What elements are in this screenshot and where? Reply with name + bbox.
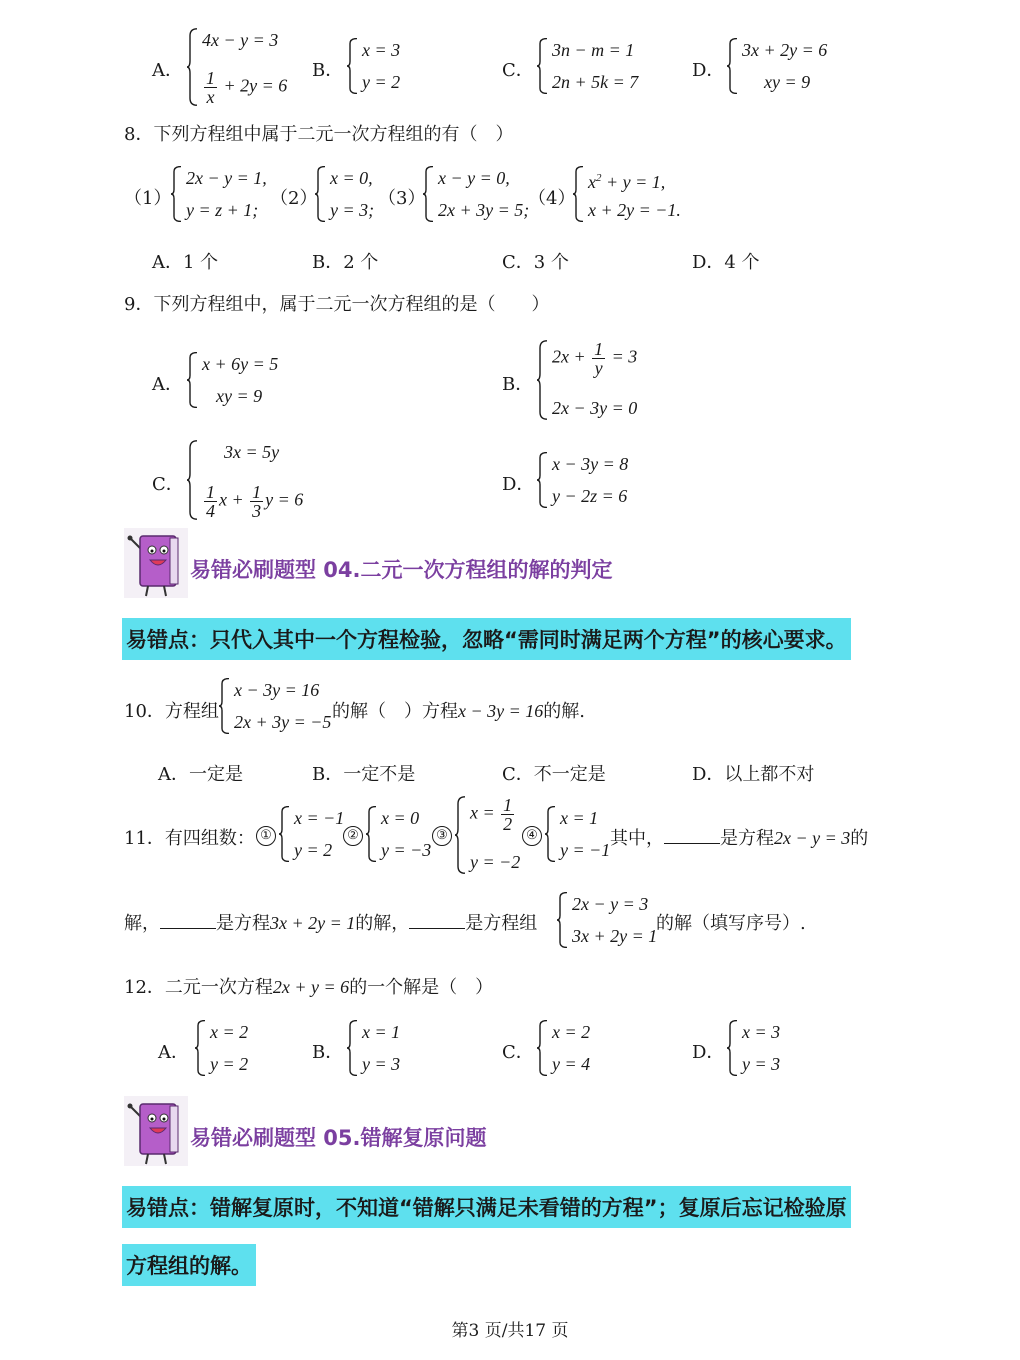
equation: x = 3 [362,40,401,60]
book-mascot-icon [124,528,188,598]
equation-system [536,340,637,420]
equation-system [536,38,638,94]
brace-icon [536,38,548,94]
brace-icon [726,38,738,94]
brace-icon [422,166,434,222]
equation: x + 6y = 5 [202,354,279,374]
equation-system [726,38,827,94]
equation-system [186,28,287,106]
brace-icon [346,1020,358,1076]
option-label: B． [502,374,534,395]
option-c: C．不一定是 [502,764,606,785]
equation-system [186,440,303,520]
equation: y = −2 [470,852,521,872]
equation: $x^2 + y = 1$, [588,172,666,192]
equation: x = 3 [742,1022,781,1042]
section-title: 易错必刷题型 05.错解复原问题 [190,1126,487,1150]
equation: x + 2y = −1. [588,200,681,220]
question-number: 11．有四组数： [124,828,255,849]
option-a: A．1 个 [152,252,219,273]
equation: $\frac{1}{x}$ + 2y = 6 [206,68,288,107]
question-text-end: 的解（填写序号）. [656,913,806,934]
equation: xy = 9 [216,386,263,406]
answer-blank[interactable] [409,912,465,929]
option-label: C． [152,474,184,495]
highlight-note: 易错点：只代入其中一个方程检验，忽略“需同时满足两个方程”的核心要求。 [122,618,851,660]
equation: y = z + 1; [186,200,259,220]
option-b: B．2 个 [312,252,379,273]
equation: 2x + 3y = −5 [234,712,332,732]
equation: x − 3y = 16 [234,680,320,700]
equation: x = $\frac{1}{2}$ [470,795,513,834]
brace-icon [454,796,466,874]
equation: 3x + 2y = 6 [742,40,828,60]
brace-icon [536,1020,548,1076]
equation: 4x − y = 3 [202,30,279,50]
equation-system [556,892,657,948]
question-text: 其中， 是方程2x − y = 3的 [610,828,869,849]
equation: x = 1 [362,1022,401,1042]
brace-icon [170,166,182,222]
equation: y − 2z = 6 [552,486,628,506]
equation-system [346,38,400,94]
equation: x = 1 [560,808,599,828]
question-stem: 12．二元一次方程2x + y = 6的一个解是（ ） [124,977,494,998]
brace-icon [365,806,377,862]
equation-system [194,1020,248,1076]
equation: y = 2 [362,72,401,92]
option-c: C．3 个 [502,252,569,273]
option-label: C． [502,1042,534,1063]
item-number: （1） [124,188,172,209]
equation: x = −1 [294,808,345,828]
equation: 2n + 5k = 7 [552,72,639,92]
brace-icon [572,166,584,222]
equation: 3n − m = 1 [552,40,635,60]
equation: x − 3y = 16 [458,701,544,721]
brace-icon [536,452,548,508]
equation-system [170,166,267,222]
answer-blank[interactable] [664,827,720,844]
equation: x = 2 [210,1022,249,1042]
answer-blank[interactable] [160,912,216,929]
option-a: A．一定是 [158,764,243,785]
equation: 2x + 3y = 5; [438,200,530,220]
option-label: C． [502,60,534,81]
equation: 2x − 3y = 0 [552,398,638,418]
brace-icon [536,340,548,420]
brace-icon [556,892,568,948]
equation: 2x − y = 3 [572,894,649,914]
brace-icon [346,38,358,94]
option-label: A． [158,1042,189,1063]
option-label: D． [692,60,725,81]
equation: 2x + $\frac{1}{y}$ = 3 [552,339,638,378]
question-text [332,697,585,723]
option-d: D．以上都不对 [692,764,815,785]
equation: $\frac{1}{4}$ x + $\frac{1}{3}$ y = 6 [206,482,304,521]
equation-system [218,678,331,734]
section-title: 易错必刷题型 04.二元一次方程组的解的判定 [190,558,613,582]
highlight-note-line2: 方程组的解。 [122,1244,256,1286]
question-stem: 8．下列方程组中属于二元一次方程组的有（ ） [124,124,514,145]
equation-system [186,352,278,408]
equation: y = −1 [560,840,611,860]
equation-system [544,806,610,862]
option-b: B．一定不是 [312,764,416,785]
equation-system [422,166,529,222]
item-number: （3） [378,188,426,209]
brace-icon [194,1020,206,1076]
brace-icon [186,440,198,520]
option-label: A． [152,60,183,81]
brace-icon [186,28,198,106]
option-label: D． [692,1042,725,1063]
equation: y = 3; [330,200,375,220]
brace-icon [278,806,290,862]
option-label: D． [502,474,535,495]
equation: x − y = 0, [438,168,510,188]
equation-system [536,1020,590,1076]
option-label: B． [312,1042,344,1063]
question-text-end: 的解. [543,701,586,722]
equation: y = 3 [362,1054,401,1074]
brace-icon [186,352,198,408]
circled-number: ④ [522,826,542,846]
equation: 2x − y = 1, [186,168,267,188]
equation: y = 2 [210,1054,249,1074]
book-mascot-icon [124,1096,188,1166]
equation-system [572,166,681,222]
question-number: 10．方程组 [124,701,219,722]
question-text: 解， 是方程3x + 2y = 1的解， 是方程组 [124,913,538,934]
circled-number: ② [343,826,363,846]
equation-system [454,796,520,874]
brace-icon [314,166,326,222]
equation: 3x = 5y [224,442,280,462]
page-footer: 第3 页/共17 页 [451,1321,569,1341]
circled-number: ① [256,826,276,846]
option-d: D．4 个 [692,252,760,273]
equation: y = 2 [294,840,333,860]
equation: y = 3 [742,1054,781,1074]
item-number: （2） [270,188,318,209]
equation: x = 0, [330,168,373,188]
equation-system [278,806,344,862]
equation-system [536,452,628,508]
equation: x = 0 [381,808,420,828]
equation-system [314,166,374,222]
equation: y = −3 [381,840,432,860]
brace-icon [218,678,230,734]
equation-system [346,1020,400,1076]
question-stem: 9．下列方程组中，属于二元一次方程组的是（ ） [124,294,550,315]
item-number: （4） [528,188,576,209]
equation: x − 3y = 8 [552,454,629,474]
brace-icon [544,806,556,862]
equation: x = 2 [552,1022,591,1042]
equation-system [365,806,431,862]
option-label: A． [152,374,183,395]
highlight-note-line1: 易错点：错解复原时，不知道“错解只满足未看错的方程”；复原后忘记检验原 [122,1186,851,1228]
question-text-mid: 的解（ ）方程 [332,701,458,722]
equation: xy = 9 [764,72,811,92]
equation-system [726,1020,780,1076]
option-label: B． [312,60,344,81]
circled-number: ③ [432,826,452,846]
brace-icon [726,1020,738,1076]
equation: 3x + 2y = 1 [572,926,658,946]
equation: y = 4 [552,1054,591,1074]
